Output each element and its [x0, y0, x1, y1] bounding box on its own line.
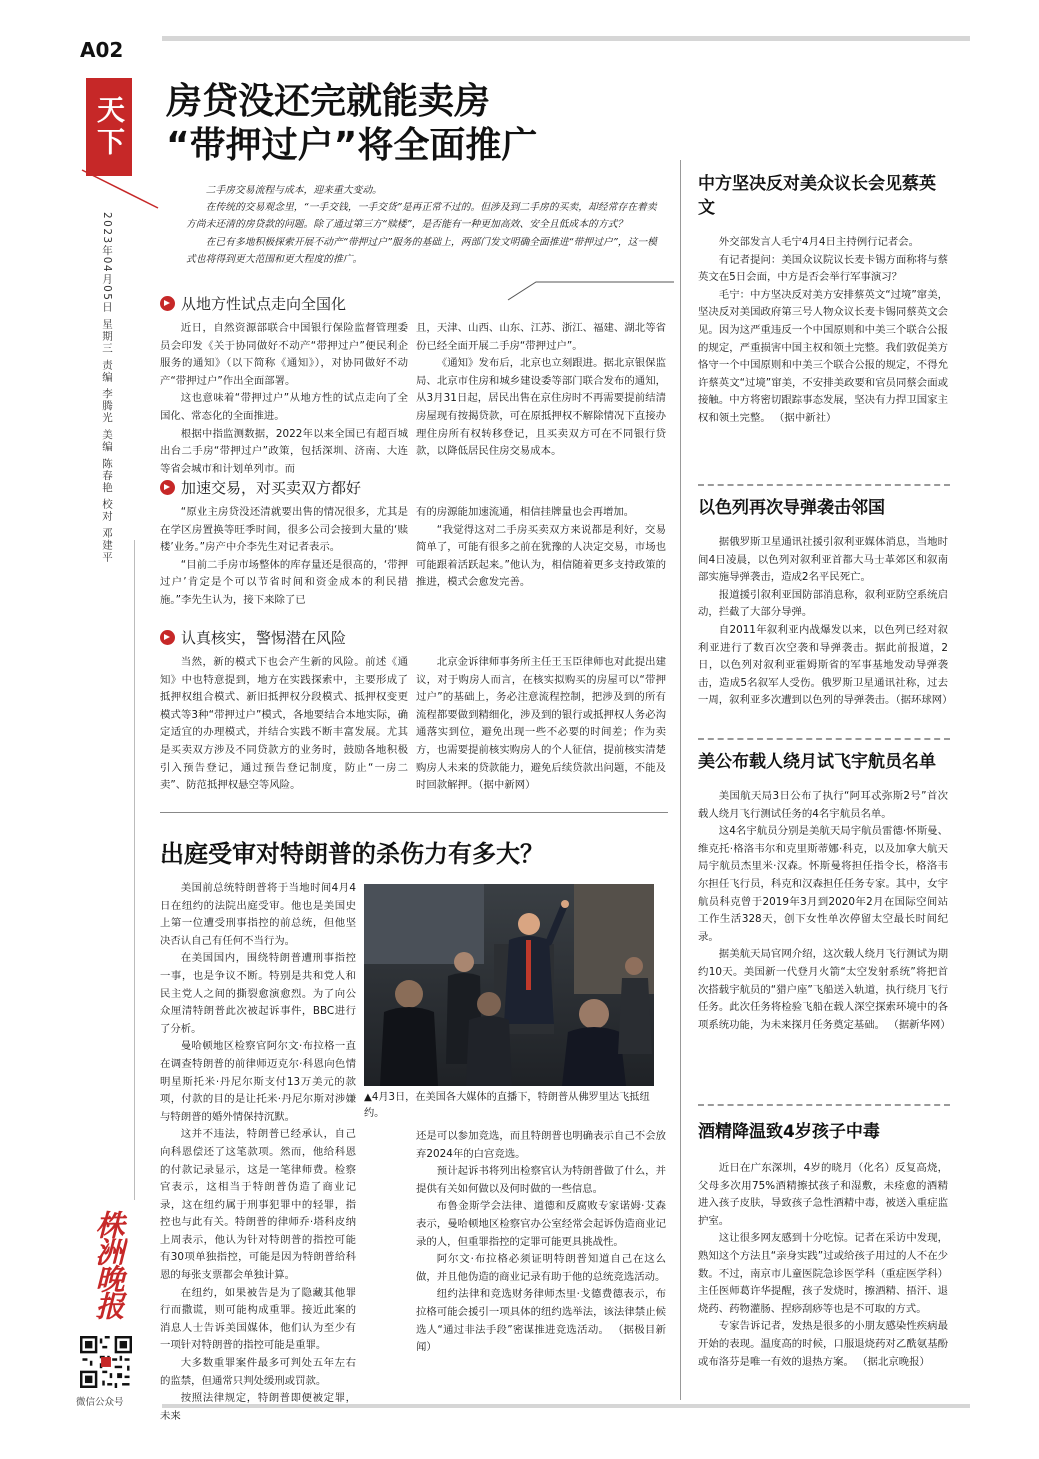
body-paragraph: 大多数重罪案件最多可判处五年左右的监禁，但通常只判处缓刑或罚款。: [160, 1357, 356, 1387]
body-paragraph: 阿尔文·布拉格必须证明特朗普知道自己在这么做，并且他伪造的商业记录有助于他的总统竞选活动。: [416, 1253, 666, 1283]
body-paragraph: 美国前总统特朗普将于当地时间4月4日在纽约的法院出庭受审。他也是美国史上第一位遭受刑事指控的前总统，但他坚决否认自己有任何不当行为。: [160, 882, 356, 947]
section-2-right-column: [416, 504, 666, 620]
body-paragraph: 预计起诉书将列出检察官认为特朗普做了什么，并提供有关如何做以及何时做的一些信息。: [416, 1165, 666, 1195]
section-heading-text: 加速交易，对买卖双方都好: [181, 478, 362, 497]
left-vertical-rule: [134, 540, 135, 1200]
section-3-right-column: [416, 654, 666, 802]
date-line: 2023年04月05日 星期三 责编 李腾光 美编 陈春艳 校对 邓建平: [101, 212, 113, 564]
trump-headline: 出庭受审对特朗普的杀伤力有多大？: [160, 840, 544, 868]
news-photo: [364, 884, 654, 1086]
trump-column-2: [416, 1128, 666, 1400]
section-heading-2: [160, 476, 361, 498]
lead-paragraph: 在传统的交易观念里，“一手交钱，一手交货”是再正常不过的。但涉及到二手房的买卖，却经常存在着卖方尚未还清的房贷款的问题。除了通过第三方“赎楼”，是否能有一种更加高效、安全且低成本的方式？: [186, 202, 657, 231]
lead-bracket-line: [506, 280, 676, 302]
body-paragraph: 布鲁金斯学会法律、道德和反腐败专家诺姆·艾森表示，曼哈顿地区检察官办公室经常会起诉伪造商业记录的人，但重罪指控的定罪可能更具挑战性。: [416, 1200, 666, 1248]
headline-line-2: “带押过户”将全面推广: [166, 125, 538, 166]
body-paragraph: 毛宁：中方坚决反对美方安排蔡英文“过境”窜美，坚决反对美国政府第三号人物众议长麦卡锡同蔡英文会见。因为这严重违反一个中国原则和中美三个联合公报的规定，严重损害中国主权和领土完整。我们敦促美方恪守一个中国原则和中美三个联合公报的规定，不得允许蔡英文“过境”窜美，不安排美政要和官员同蔡会面或接触。中方将密切跟踪事态发展，坚决有力捍卫国家主权和领土完整。 （据中新社）: [698, 288, 948, 424]
body-paragraph: 报道援引叙利亚国防部消息称，叙利亚防空系统启动，拦截了大部分导弹。: [698, 588, 948, 619]
section-3-left-column: [160, 654, 408, 802]
logo-text: 株洲晚报: [91, 1210, 126, 1318]
qr-code-icon[interactable]: [80, 1336, 132, 1388]
section-2-left-column: [160, 504, 408, 620]
section-heading-text: 从地方性试点走向全国化: [181, 294, 347, 313]
body-paragraph: 有记者提问：美国众议院议长麦卡锡方面称将与蔡英文在5日会面，中方是否会举行军事演习？: [698, 253, 948, 284]
body-paragraph: 据俄罗斯卫星通讯社援引叙利亚媒体消息，当地时间4日凌晨，以色列对叙利亚首都大马士革郊区和叙南部实施导弹袭击，造成2名平民死亡。: [698, 536, 948, 584]
body-paragraph: 这4名宇航员分别是美航天局宇航员雷德·怀斯曼、维克托·格洛韦尔和克里斯蒂娜·科克，以及加拿大航天局宇航员杰里米·汉森。怀斯曼将担任指令长，格洛韦尔担任飞行员，科克和汉森担任任务专家。其中，女宇航员科克曾于2019年3月到2020年2月在国际空间站工作生活328天，创下女性单次停留太空最长时间纪录。: [698, 825, 948, 943]
body-paragraph: 专家告诉记者，发热是很多的小朋友感染性疾病最开始的表现。温度高的时候，口服退烧药对乙酰氨基酚或布洛芬是唯一有效的退热方案。 （据北京晚报）: [698, 1320, 948, 1368]
side-news-title: 中方坚决反对美众议长会见蔡英文: [698, 174, 936, 218]
body-paragraph: 纽约法律和竞选财务律师杰里·戈德费德表示，布拉格可能会援引一项具体的纽约选举法，该法律禁止候选人“通过非法手段”密谋推进竞选活动。 （据极目新闻）: [416, 1288, 666, 1354]
section-heading-1: [160, 292, 346, 314]
body-paragraph: 按照法律规定，特朗普即便被定罪，未来: [160, 1392, 356, 1422]
right-column-divider: [680, 160, 681, 1400]
body-paragraph: “目前二手房市场整体的库存量还是很高的，‘带押过户’肯定是个可以节省时间和资金成本的利民措施。”李先生认为，接下来除了已: [160, 558, 408, 606]
side-news-3: [698, 750, 951, 1098]
body-paragraph: 在纽约，如果被告是为了隐藏其他罪行而撒谎，则可能构成重罪。接近此案的消息人士告诉美国媒体，他们认为至少有一项针对特朗普的指控可能是重罪。: [160, 1286, 356, 1352]
side-news-2: [698, 496, 953, 736]
section-label: 天下: [93, 95, 126, 159]
main-headline: [166, 80, 686, 168]
article-separator: [160, 812, 668, 813]
side-news-1: [698, 172, 948, 488]
body-paragraph: 曼哈顿地区检察官阿尔文·布拉格一直在调查特朗普的前律师迈克尔·科恩向色情明星斯托米·丹尼尔斯支付13万美元的款项，付款的目的是让托米·丹尼尔斯对涉嫌与特朗普的婚外情保持沉默。: [160, 1040, 356, 1123]
section-accent-line: [80, 170, 160, 210]
body-paragraph: 这让很多网友感到十分吃惊。记者在采访中发现，熟知这个方法且“亲身实践”过或给孩子用过的人不在少数。不过，南京市儿童医院急诊医学科（重症医学科）主任医师葛许华提醒，孩子发烧时，擦酒精、捂汗、退烧药、药物灌肠、捏痧刮痧等也是不可取的方式。: [698, 1232, 948, 1315]
lead-summary: [186, 182, 666, 282]
body-paragraph: 《通知》发布后，北京也立刻跟进。据北京银保监局、北京市住房和城乡建设委等部门联合发布的通知，从3月31日起，居民出售在京住房时不再需要提前结清房屋现有按揭贷款，可在原抵押权不解除情况下直接办理住房所有权转移登记，且买卖双方可在不同银行贷款，以降低居民住房交易成本。: [416, 357, 666, 458]
side-news-4: [698, 1120, 948, 1400]
body-paragraph: “我觉得这对二手房买卖双方来说都是利好，交易简单了，可能有很多之前在犹豫的人决定交易，市场也可能跟着活跃起来。”他认为，相信随着更多支持政策的推进，模式会愈发完善。: [416, 523, 666, 589]
headline-line-1: 房贷没还完就能卖房: [166, 81, 491, 122]
side-news-title: 以色列再次导弹袭击邻国: [698, 498, 885, 518]
section-badge: [86, 78, 132, 176]
trump-column-1: [160, 880, 356, 1422]
body-paragraph: 近日，自然资源部联合中国银行保险监督管理委员会印发《关于协同做好不动产“带押过户”便民利企服务的通知》（以下简称《通知》），对协同做好不动产“带押过户”作出全面部署。: [160, 322, 408, 387]
page-number: A02: [80, 38, 124, 62]
side-separator: [698, 738, 950, 740]
body-paragraph: 美国航天局3日公布了执行“阿耳忒弥斯2号”首次载人绕月飞行测试任务的4名宇航员名单。: [698, 790, 948, 820]
body-paragraph: 当然，新的模式下也会产生新的风险。前述《通知》中也特意提到，地方在实践探索中，主要形成了抵押权组合模式、新旧抵押权分段模式、抵押权变更模式等3种“带押过户”模式，各地要结合本地实际，确定适宜的办理模式，并结合实践不断丰富发展。尤其是买卖双方涉及不同贷款方的业务时，鼓励各地积极引入预告登记，通过预告登记制度，防止“一房二卖”、防范抵押权悬空等风险。: [160, 656, 408, 792]
section-1-right-column: [416, 320, 666, 478]
top-rule: [162, 36, 970, 41]
lead-paragraph: 二手房交易流程与成本，迎来重大变动。: [205, 185, 382, 196]
body-paragraph: 且，天津、山西、山东、江苏、浙江、福建、湖北等省份已经全面开展二手房“带押过户”。: [416, 322, 666, 352]
side-separator: [698, 1104, 950, 1106]
body-paragraph: 这并不违法，特朗普已经承认，自己向科恩偿还了这笔款项。然而，他给科恩的付款记录显示，这是一笔律师费。检察官表示，这相当于特朗普伪造了商业记录，这在纽约属于刑事犯罪中的轻罪，指控也与此有关。特朗普的律师乔·塔科皮纳上周表示，他认为针对特朗普的指控可能有30项单独指控，可能是因为特朗普给科恩的每张支票都会单独计算。: [160, 1128, 356, 1282]
play-arrow-icon: [160, 296, 175, 311]
play-arrow-icon: [160, 480, 175, 495]
body-paragraph: 据美航天局官网介绍，这次载人绕月飞行测试为期约10天。美国新一代登月火箭“太空发射系统”将把首次搭载宇航员的“猎户座”飞船送入轨道，执行绕月飞行任务。此次任务将检验飞船在载人深空探索环境中的各项系统功能，为未来探月任务奠定基础。 （据新华网）: [698, 948, 951, 1031]
body-paragraph: 有的房源能加速流通，相信挂牌量也会再增加。: [416, 506, 635, 518]
section-heading-3: [160, 626, 346, 648]
photo-caption: ▲4月3日，在美国各大媒体的直播下，特朗普从佛罗里达飞抵纽约。: [364, 1092, 650, 1119]
body-paragraph: 在美国国内，围绕特朗普遭刑事指控一事，也是争议不断。特别是共和党人和民主党人之间的撕裂愈演愈烈。为了向公众厘清特朗普此次被起诉事件，BBC进行了分析。: [160, 952, 356, 1035]
side-news-title: 美公布载人绕月试飞宇航员名单: [698, 752, 936, 772]
body-paragraph: 近日在广东深圳，4岁的晓月（化名）反复高烧，父母多次用75%酒精擦拭孩子和湿敷，未痊愈的酒精进入孩子皮肤，导致孩子急性酒精中毒，被送入重症监护室。: [698, 1162, 948, 1227]
body-paragraph: 根据中指监测数据，2022年以来全国已有超百城出台二手房“带押过户”政策，包括深圳、济南、大连等省会城市和计划单列市。而: [160, 427, 408, 475]
side-news-title: 酒精降温致4岁孩子中毒: [698, 1122, 880, 1142]
section-heading-text: 认真核实，警惕潜在风险: [181, 628, 347, 647]
body-paragraph: 还是可以参加竞选，而且特朗普也明确表示自己不会放弃2024年的白宫竞选。: [416, 1130, 666, 1160]
section-1-left-column: [160, 320, 408, 478]
body-paragraph: 自2011年叙利亚内战爆发以来，以色列已经对叙利亚进行了数百次空袭和导弹袭击。据此前报道，2日，以色列对叙利亚霍姆斯省的军事基地发动导弹袭击，造成5名叙军人受伤。俄罗斯卫星通讯社称，过去一周，叙利亚多次遭到以色列的导弹袭击。（据环球网）: [698, 623, 953, 707]
masthead-logo: [86, 1210, 132, 1320]
body-paragraph: 这也意味着“带押过户”从地方性的试点走向了全国化、常态化的全面推进。: [160, 392, 408, 422]
body-paragraph: 外交部发言人毛宁4月4日主持例行记者会。: [718, 236, 920, 248]
play-arrow-icon: [160, 630, 175, 645]
body-paragraph: 北京金诉律师事务所主任王玉臣律师也对此提出建议，对于购房人而言，在核实拟购买的房屋可以“带押过户”的基础上，务必注意流程控制，把涉及到的所有流程都要做到精细化，涉及到的银行或抵押权人务必沟通落实到位，避免出现一些不必要的时间差；作为卖方，也需要提前核实购房人的个人征信，提前核实清楚购房人未来的贷款能力，避免后续贷款出问题，不能及时回款解押。（据中新网）: [416, 656, 666, 792]
qr-label: 微信公众号: [76, 1397, 124, 1408]
side-separator: [698, 484, 950, 486]
lead-paragraph: 在已有多地积极探索开展不动产“带押过户”服务的基础上，两部门发文明确全面推进“带押过户”，这一模式也将得到更大范围和更大程度的推广。: [186, 236, 657, 265]
body-paragraph: “原业主房贷没还清就要出售的情况很多，尤其是在学区房置换等旺季时间，很多公司会接到大量的‘赎楼’业务。”房产中介李先生对记者表示。: [160, 506, 408, 554]
